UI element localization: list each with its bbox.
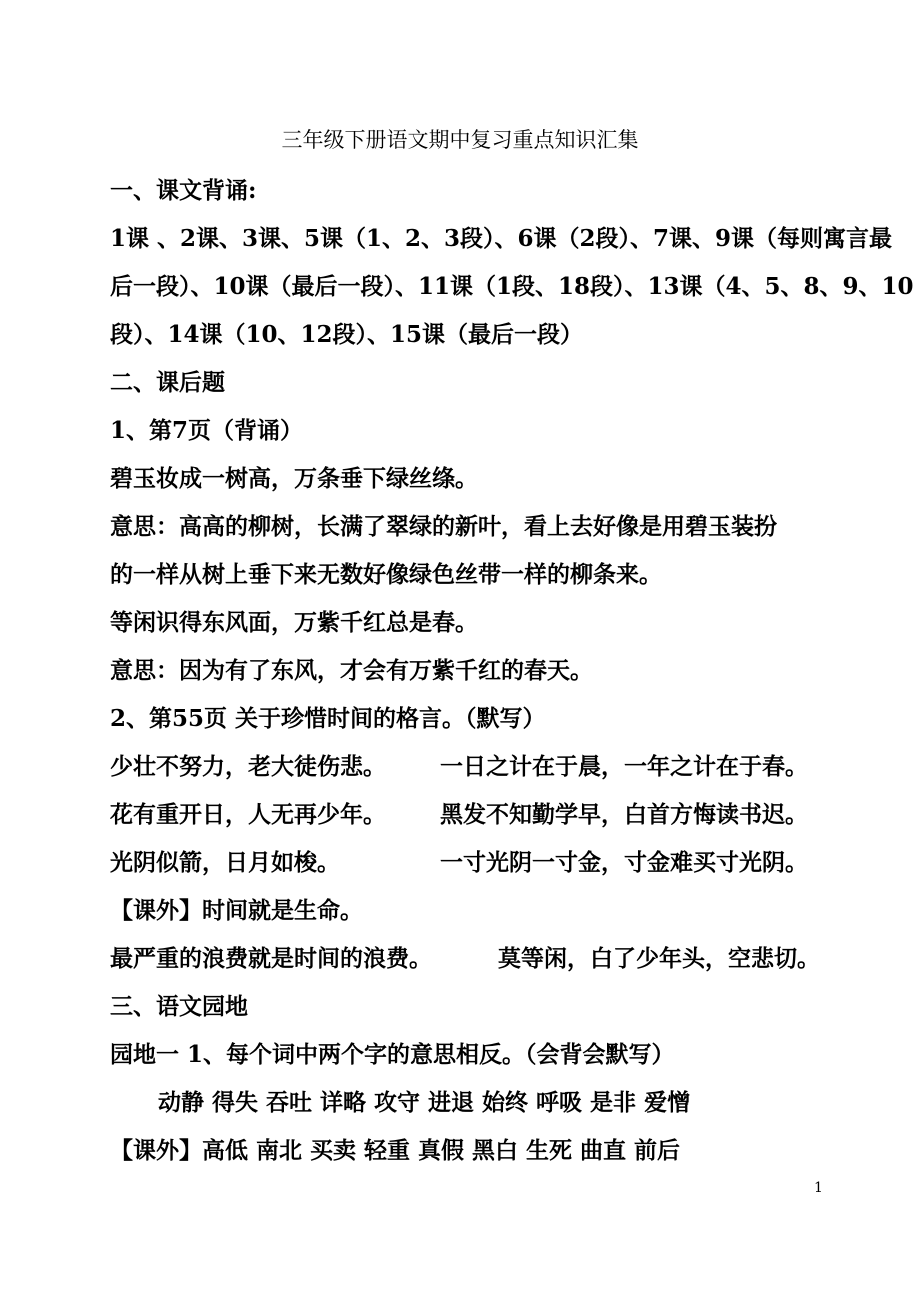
extra-saying-left: 最严重的浪费就是时间的浪费。 xyxy=(110,945,432,972)
extra-time-title: 【课外】时间就是生命。 xyxy=(110,897,363,924)
recitation-line-3: 段）、14课（10、12段）、15课（最后一段） xyxy=(110,321,584,348)
section2-heading: 二、课后题 xyxy=(110,369,225,396)
poem-line-2: 等闲识得东风面，万紫千红总是春。 xyxy=(110,609,478,636)
section1-heading: 一、课文背诵: xyxy=(110,177,257,204)
meaning-2: 意思：因为有了东风，才会有万紫千红的春天。 xyxy=(110,657,593,684)
extra-saying-right: 莫等闲，白了少年头，空悲切。 xyxy=(498,945,820,972)
item2-title: 2、第55页 关于珍惜时间的格言。（默写） xyxy=(110,705,546,732)
saying-right: 一寸光阴一寸金，寸金难买寸光阴。 xyxy=(440,849,808,876)
extra-antonym-words: 【课外】高低 南北 买卖 轻重 真假 黑白 生死 曲直 前后 xyxy=(110,1137,681,1164)
meaning-1-part-a: 意思：高高的柳树，长满了翠绿的新叶，看上去好像是用碧玉装扮 xyxy=(110,513,777,540)
saying-right: 黑发不知勤学早，白首方悔读书迟。 xyxy=(440,801,808,828)
garden-1-title: 园地一 1、每个词中两个字的意思相反。（会背会默写） xyxy=(110,1041,675,1068)
saying-left: 花有重开日，人无再少年。 xyxy=(110,801,386,828)
document-title: 三年级下册语文期中复习重点知识汇集 xyxy=(281,128,639,152)
recitation-line-2: 后一段）、10课（最后一段）、11课（1段、18段）、13课（4、5、8、9、10 xyxy=(110,273,914,300)
saying-left: 光阴似箭，日月如梭。 xyxy=(110,849,340,876)
item1-title: 1、第7页（背诵） xyxy=(110,417,304,444)
saying-left: 少壮不努力，老大徒伤悲。 xyxy=(110,753,386,780)
section3-heading: 三、语文园地 xyxy=(110,993,248,1020)
poem-line-1: 碧玉妆成一树高，万条垂下绿丝绦。 xyxy=(110,465,478,492)
meaning-1-part-b: 的一样从树上垂下来无数好像绿色丝带一样的柳条来。 xyxy=(110,561,662,588)
antonym-words: 动静 得失 吞吐 详略 攻守 进退 始终 呼吸 是非 爱憎 xyxy=(158,1089,691,1116)
saying-right: 一日之计在于晨，一年之计在于春。 xyxy=(440,753,808,780)
recitation-line-1: 1课 、2课、3课、5课（1、2、3段）、6课（2段）、7课、9课（每则寓言最 xyxy=(110,225,893,252)
page-number: 1 xyxy=(814,1180,823,1196)
